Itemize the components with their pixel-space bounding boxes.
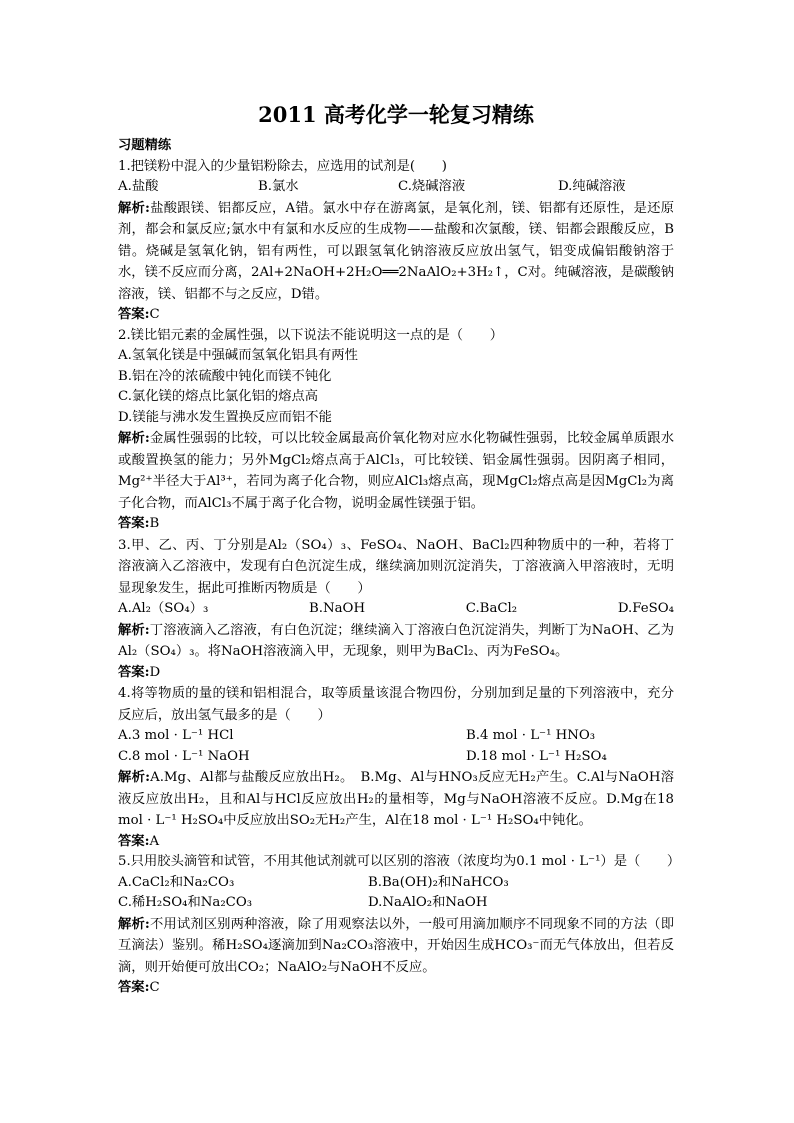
answer-label: 答案: (118, 980, 150, 995)
analysis-label: 解析: (118, 200, 150, 216)
question-stem: 3.甲、乙、丙、丁分别是Al₂（SO₄）₃、FeSO₄、NaOH、BaCl₂四种物质中的一种，若将丁溶液滴入乙溶液中，发现有白色沉淀生成，继续滴加则沉淀消失，丁溶液滴入甲溶液时，无明显现象发生，据此可推断丙物质是（ ） (118, 537, 674, 596)
option-b: B.4 mol · L⁻¹ HNO₃ (466, 728, 596, 743)
answer-value: C (149, 307, 160, 322)
option-b: B.氯水 (258, 179, 299, 194)
option-b: B.NaOH (308, 601, 366, 616)
analysis-label: 解析: (118, 622, 150, 638)
option-a: A.Al₂（SO₄）₃ (118, 601, 209, 616)
option-c: C.稀H₂SO₄和Na₂CO₃ (118, 895, 253, 910)
option-a: A.3 mol · L⁻¹ HCl (118, 728, 234, 743)
question-stem: 1.把镁粉中混入的少量铝粉除去，应选用的试剂是( ) (118, 158, 447, 174)
options-row (118, 893, 674, 914)
question-3 (118, 535, 674, 684)
analysis (118, 767, 674, 832)
section-heading: 习题精练 (118, 138, 172, 153)
question-4 (118, 683, 674, 852)
option-b: B.Ba(OH)₂和NaHCO₃ (368, 874, 509, 890)
question-stem: 2.镁比铝元素的金属性强，以下说法不能说明这一点的是（ ） (118, 327, 503, 343)
answer-label: 答案: (118, 307, 150, 322)
options-row (118, 726, 674, 747)
analysis-label: 解析: (118, 431, 150, 446)
analysis-text: 不用试剂区别两种溶液，除了用观察法以外，一般可用滴加顺序不同现象不同的方法（即互滴法）鉴别。稀H₂SO₄逐滴加到Na₂CO₃溶液中，开始因生成HCO₃⁻而无气体放出，但若反滴，则开始便可放出CO₂；NaAlO₂与NaOH不反应。 (118, 916, 674, 975)
option-a: A.CaCl₂和Na₂CO₃ (118, 874, 235, 890)
option-d: D.18 mol · L⁻¹ H₂SO₄ (466, 748, 607, 764)
analysis-label: 解析: (118, 770, 151, 785)
answer (118, 514, 674, 535)
answer (118, 978, 674, 999)
question-stem: 5.只用胶头滴管和试管，不用其他试剂就可以区别的溶液（浓度均为0.1 mol · L⁻¹）是（ ） (118, 854, 681, 869)
analysis-text: 丁溶液滴入乙溶液，有白色沉淀；继续滴入丁溶液白色沉淀消失，判断丁为NaOH、乙为Al₂（SO₄）₃。将NaOH溶液滴入甲，无现象，则甲为BaCl₂、丙为FeSO₄。 (118, 622, 674, 659)
answer-label: 答案: (118, 664, 150, 680)
question-5 (118, 852, 681, 999)
answer (118, 663, 674, 684)
options-row (118, 599, 674, 620)
analysis (118, 428, 674, 514)
answer-label: 答案: (118, 516, 150, 531)
question-1 (118, 157, 674, 326)
answer (118, 305, 674, 326)
answer-value: D (149, 664, 161, 680)
option-b: B.铝在冷的浓硫酸中钝化而镁不钝化 (118, 368, 332, 384)
option-c: C.氯化镁的熔点比氯化铝的熔点高 (118, 389, 319, 404)
answer (118, 832, 674, 853)
option-a: A.氢氧化镁是中强碱而氢氧化铝具有两性 (118, 348, 358, 363)
analysis-text: 盐酸跟镁、铝都反应，A错。氯水中存在游离氯，是氧化剂，镁、铝都有还原性，是还原剂，都会和氯反应;氯水中有氯和水反应的生成物——盐酸和次氯酸，镁、铝都会跟酸反应，B错。烧碱是氢氧化钠，铝有两性，可以跟氢氧化钠溶液反应放出氢气，铝变成偏铝酸钠溶于水，镁不反应而分离，2Al+2NaOH+2H₂O══2NaAlO₂+3H₂↑，C对。纯碱溶液，是碳酸钠溶液，镁、铝都不与之反应，D错。 (118, 200, 674, 302)
analysis (118, 198, 674, 306)
question-stem: 4.将等物质的量的镁和铝相混合，取等质量该混合物四份，分别加到足量的下列溶液中，充分反应后，放出氢气最多的是（ ） (118, 686, 674, 723)
document-page (118, 100, 681, 999)
option-d: D.纯碱溶液 (558, 179, 626, 194)
analysis (118, 914, 674, 979)
option-c: C.BaCl₂ (465, 601, 518, 616)
answer-label: 答案: (118, 833, 150, 849)
option-c: C.8 mol · L⁻¹ NaOH (118, 748, 250, 764)
analysis-text: A.Mg、Al都与盐酸反应放出H₂。 B.Mg、Al与HNO₃反应无H₂产生。C.Al与NaOH溶液反应放出H₂，且和Al与HCl反应放出H₂的量相等，Mg与NaOH溶液不反应。D.Mg在18 mol · L⁻¹ H₂SO₄中反应放出SO₂无H₂产生，Al在18 mol · L⁻¹ H₂SO₄中钝化。 (118, 770, 675, 828)
options-row (118, 873, 674, 894)
options-row (118, 177, 674, 198)
answer-value: A (149, 833, 160, 849)
analysis-label: 解析: (118, 916, 150, 932)
question-2 (118, 326, 674, 535)
analysis (118, 620, 674, 663)
analysis-text: 金属性强弱的比较，可以比较金属最高价氧化物对应水化物碱性强弱，比较金属单质跟水或酸置换氢的能力；另外MgCl₂熔点高于AlCl₃，可比较镁、铝金属性强弱。因阴离子相同，Mg²⁺半径大于Al³⁺，若同为离子化合物，则应AlCl₃熔点高，现MgCl₂熔点高是因MgCl₂为离子化合物，而AlCl₃不属于离子化合物，说明金属性镁强于铝。 (118, 431, 674, 511)
options-row (118, 747, 674, 768)
answer-value: B (149, 516, 160, 531)
option-d: D.NaAlO₂和NaOH (368, 895, 488, 910)
option-d: D.镁能与沸水发生置换反应而铝不能 (118, 409, 332, 425)
document-title: 2011 高考化学一轮复习精练 (258, 102, 534, 127)
option-c: C.烧碱溶液 (398, 179, 466, 194)
option-a: A.盐酸 (118, 179, 159, 194)
answer-value: C (149, 980, 160, 995)
option-d: D.FeSO₄ (617, 601, 674, 616)
